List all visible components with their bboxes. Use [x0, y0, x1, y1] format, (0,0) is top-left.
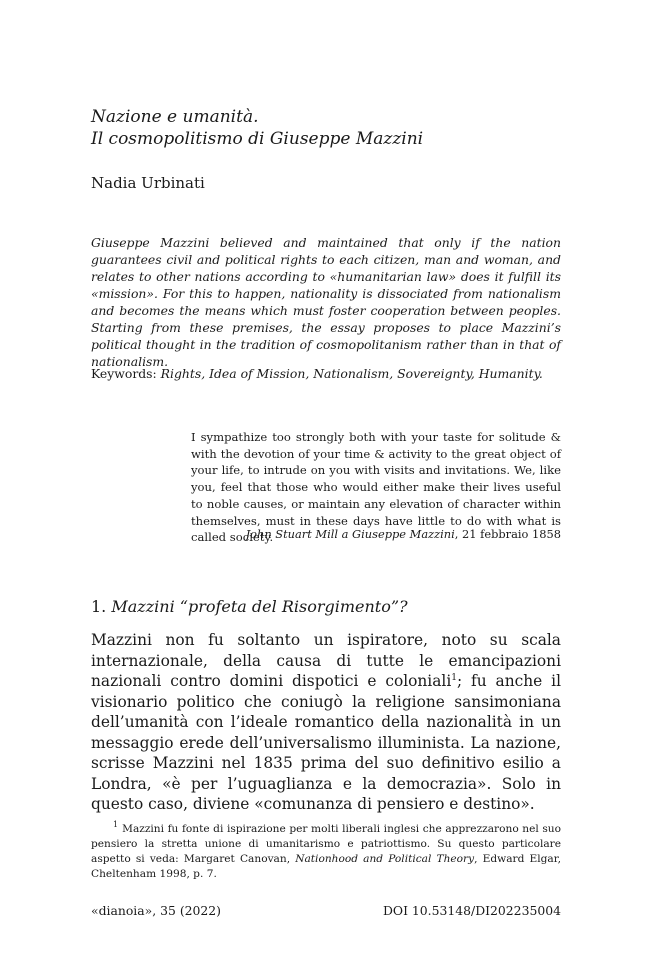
footnote-text-part-1: Mazzini fu fonte di ispirazione per molti liberali inglesi che apprezzarono nel suo pensiero la stretta unione di umanitarismo e patriottismo. Su questo particolare aspetto si veda: Margaret Canovan,	[91, 823, 561, 865]
keywords-label: Keywords:	[91, 366, 157, 381]
keywords	[91, 365, 561, 382]
footnote-text-part-2: , Edward Elgar, Cheltenham 1998, p. 7.	[91, 853, 561, 880]
epigraph-attribution	[191, 526, 561, 542]
epigraph-date: , 21 febbraio 1858	[454, 527, 561, 541]
section-heading	[91, 596, 561, 618]
epigraph-quote: I sympathize too strongly both with your taste for solitude & with the devotion of your time & activity to the great object of your life, to intrude on you with visits and invitations. We, like you, feel that those who would either make their lives useful to noble causes, or maintain any elevation of character within themselves, must in these days have little to do with what is called society.	[191, 430, 561, 545]
footnote-book-title: Nationhood and Political Theory	[295, 853, 475, 865]
article-title	[91, 106, 561, 150]
keywords-values: Rights, Idea of Mission, Nationalism, Sovereignty, Humanity.	[160, 366, 543, 381]
footer-doi: DOI 10.53148/DI202235004	[382, 903, 561, 918]
article-title-line-2: Il cosmopolitismo di Giuseppe Mazzini	[91, 129, 424, 149]
body-paragraph	[91, 630, 561, 815]
footnote	[91, 822, 561, 882]
section-title: Mazzini “profeta del Risorgimento”?	[111, 597, 408, 616]
body-text-part-2: ; fu anche il visionario politico che coniugò la religione sansimoniana dell’umanità con l’ideale romantico della nazionalità in un messaggio erede dell’universalismo illuminista. La nazione, scrisse Mazzini nel 1835 prima del suo definitivo esilio a Londra, «è per l’uguaglianza e la democrazia». Solo in questo caso, diviene «comunanza di pensiero e destino».	[91, 672, 561, 813]
footer-journal: «dianoia», 35 (2022)	[91, 903, 222, 918]
article-author: Nadia Urbinati	[91, 174, 205, 192]
footnote-number: 1	[113, 820, 119, 830]
footnote-reference[interactable]: 1	[451, 672, 457, 683]
epigraph-source: John Stuart Mill a Giuseppe Mazzini	[245, 527, 455, 541]
section-number: 1.	[91, 597, 107, 616]
article-title-line-1: Nazione e umanità.	[91, 107, 259, 127]
body-text-part-1: Mazzini non fu soltanto un ispiratore, noto su scala internazionale, della causa di tutte le emancipazioni nazionali contro domini dispotici e coloniali	[91, 631, 561, 690]
abstract: Giuseppe Mazzini believed and maintained that only if the nation guarantees civil and political rights to each citizen, man and woman, and relates to other nations according to «humanitarian law» does it fulfill its «mission». For this to happen, nationality is dissociated from nationalism and becomes the means which must foster cooperation between peoples. Starting from these premises, the essay proposes to place Mazzini’s political thought in the tradition of cosmopolitanism rather than in that of nationalism.	[91, 235, 561, 369]
